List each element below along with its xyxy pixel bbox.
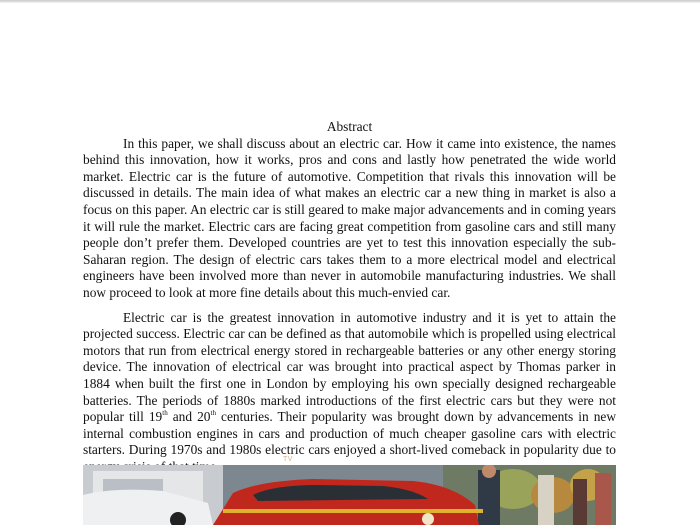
body-paragraph-text-2: and 20	[167, 409, 211, 425]
superscript-th-2: th	[210, 409, 216, 418]
electric-car-photo	[83, 465, 616, 525]
document-page	[83, 119, 616, 475]
photo-ghost-caption: TV	[283, 456, 293, 463]
body-paragraph-text-3: centuries. Their popularity was brought down by advancements in new internal combustion engines in cars and production of much cheaper gasoline cars with electric starters. During 1970s and 1980s electric cars enjoyed a short-lived comeback in popularity due to	[83, 409, 617, 458]
photo-illustration	[83, 465, 616, 525]
body-paragraph	[83, 310, 616, 476]
superscript-th-1: th	[162, 409, 168, 418]
body-paragraph-text-1: Electric car is the greatest innovation in automotive industry and it is yet to attain the projected success. Electric car can be defined as that automobile which is propelled using electrical motors that run from electrical energy stored in rechargeable batteries or any other energy storing device. The innovation of electrical car was brought into practical aspect by Thomas parker in 1884 when built the first one in London by employing his own specially designed rechargeable batteries. The periods of 1880s marked introductions of the first electric cars but they were not popular till 19	[83, 309, 616, 425]
abstract-paragraph: In this paper, we shall discuss about an electric car. How it came into existence, the names behind this innovation, how it works, pros and cons and lastly how penetrated the wide world market. Electric car is the future of automotive. Competition that rivals this innovation will be discussed in details. The main idea of what makes an electric car a new thing in market is also a focus on this paper. An electric car is still geared to make major advancements and in coming years it will rule the market. Electric cars are facing great competition from gasoline cars and still many people don’t prefer them. Developed countries are yet to test this innovation especially the sub-Saharan region. The design of electric cars takes them to a more electrical model and electrical engineers have been involved more than never in automobile manufacturing industries. We shall now proceed to look at more fine details about this much-envied car.	[83, 135, 616, 300]
abstract-heading: Abstract	[326, 119, 373, 134]
page-top-edge	[0, 0, 700, 3]
